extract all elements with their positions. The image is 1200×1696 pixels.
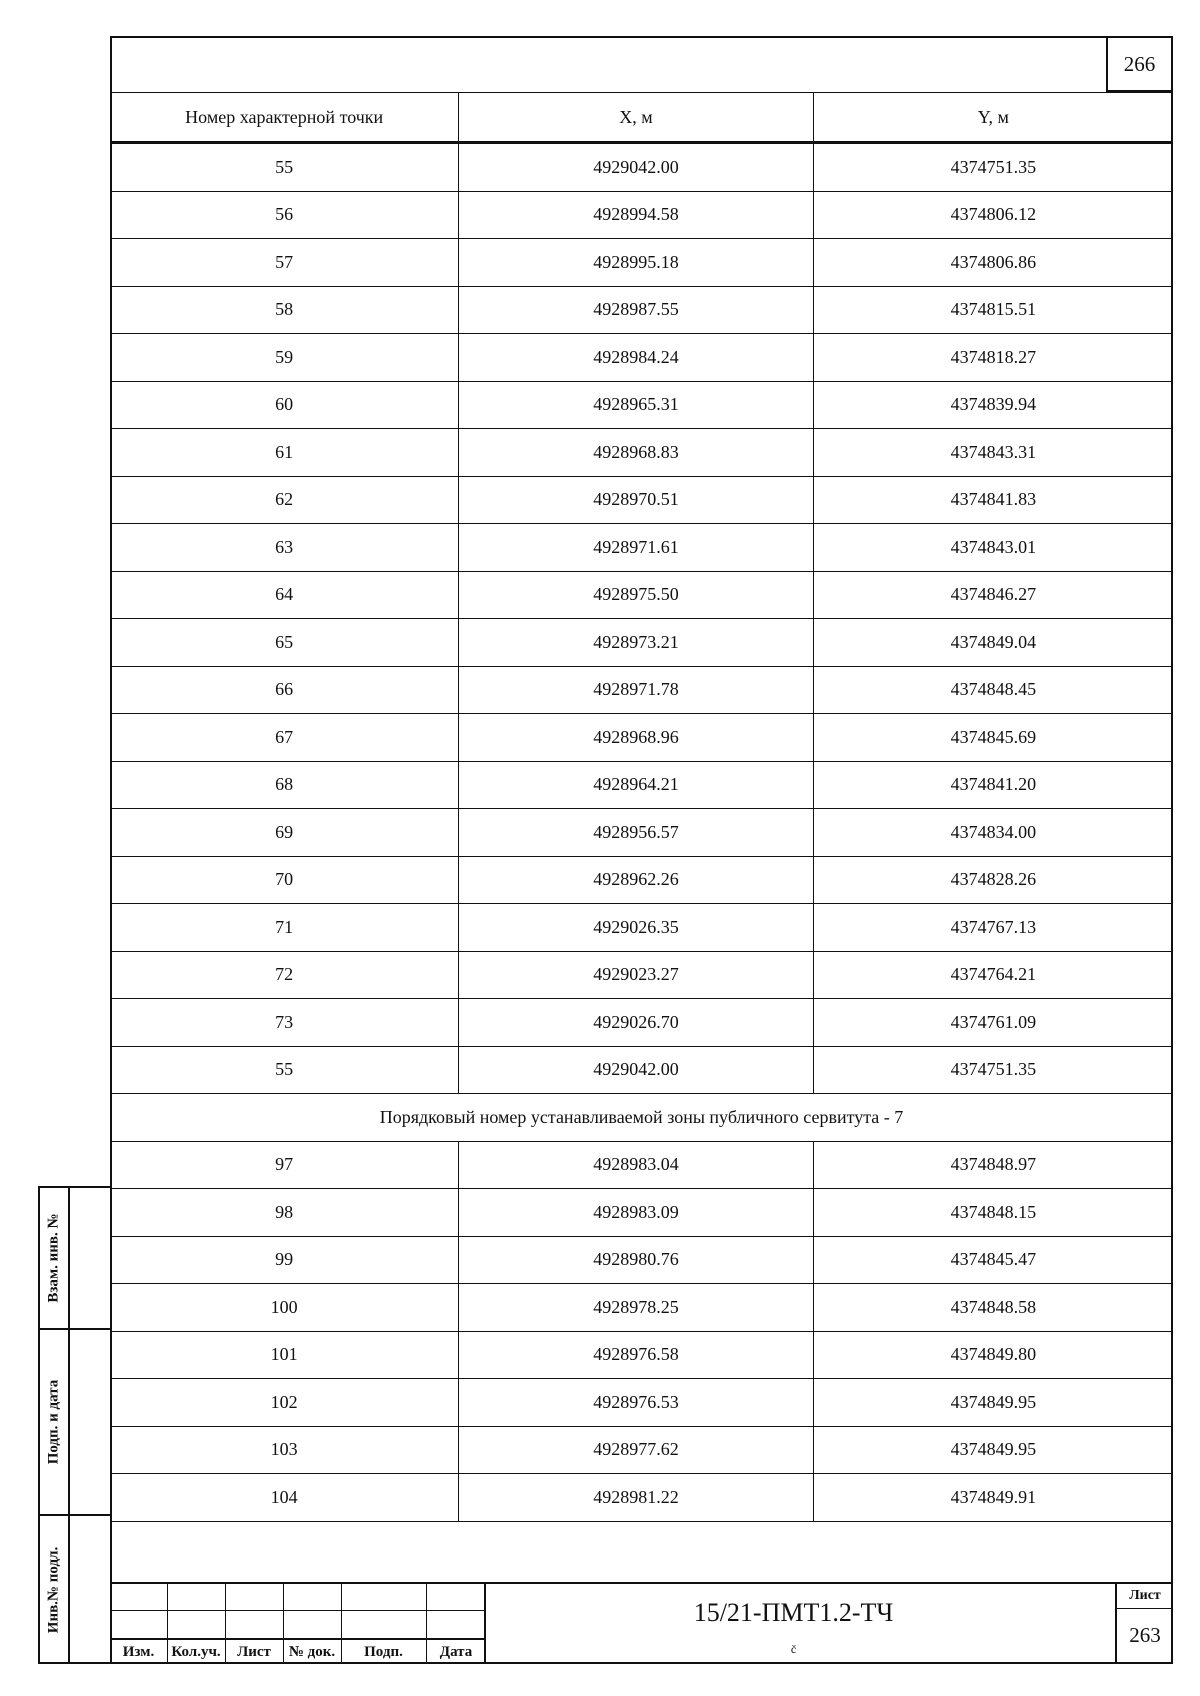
- cell-point-number: 63: [110, 524, 459, 572]
- table-row: [110, 1331, 1173, 1379]
- cell-point-number: 104: [110, 1474, 459, 1522]
- cell-x: 4928973.21: [459, 619, 813, 667]
- table-row: [110, 334, 1173, 382]
- cell-x: 4929023.27: [459, 951, 813, 999]
- table-row: [110, 1379, 1173, 1427]
- table-row: [110, 476, 1173, 524]
- stamp-inv-label: Инв.№ подл.: [45, 1546, 62, 1634]
- cell-x: 4928968.96: [459, 714, 813, 762]
- cell-point-number: 57: [110, 239, 459, 287]
- cell-y: 4374806.12: [813, 191, 1173, 239]
- cell-point-number: 60: [110, 381, 459, 429]
- cell-x: 4928976.53: [459, 1379, 813, 1427]
- table-row: [110, 143, 1173, 192]
- header-point-number: Номер характерной точки: [110, 93, 459, 143]
- cell-point-number: 98: [110, 1189, 459, 1237]
- cell-y: 4374806.86: [813, 239, 1173, 287]
- col-podp: Подп.: [364, 1644, 403, 1660]
- cell-point-number: 97: [110, 1141, 459, 1189]
- table-row: [110, 524, 1173, 572]
- table-row: [110, 239, 1173, 287]
- cell-x: 4928977.62: [459, 1426, 813, 1474]
- stamp-vzam-cell: [40, 1188, 110, 1330]
- table-row: [110, 286, 1173, 334]
- col-doc-num: № док.: [288, 1644, 336, 1660]
- table-row: [110, 571, 1173, 619]
- cell-y: 4374841.83: [813, 476, 1173, 524]
- title-block: [110, 1582, 1173, 1664]
- table-row: [110, 1046, 1173, 1094]
- cell-x: 4928971.78: [459, 666, 813, 714]
- table-row: [110, 951, 1173, 999]
- cell-x: 4928976.58: [459, 1331, 813, 1379]
- cell-x: 4929042.00: [459, 143, 813, 192]
- cell-point-number: 64: [110, 571, 459, 619]
- cell-point-number: 61: [110, 429, 459, 477]
- table-row: [110, 809, 1173, 857]
- table-row: [110, 1284, 1173, 1332]
- cell-y: 4374839.94: [813, 381, 1173, 429]
- table-row: [110, 1236, 1173, 1284]
- cell-point-number: 101: [110, 1331, 459, 1379]
- col-data: Дата: [439, 1644, 473, 1660]
- coordinates-table: [110, 92, 1173, 1522]
- cell-x: 4929026.35: [459, 904, 813, 952]
- col-izm: Изм.: [122, 1644, 155, 1660]
- cell-x: 4928968.83: [459, 429, 813, 477]
- side-stamp: [38, 1186, 110, 1664]
- cell-y: 4374841.20: [813, 761, 1173, 809]
- cell-y: 4374761.09: [813, 999, 1173, 1047]
- document-mark: č: [790, 1642, 797, 1656]
- cell-x: 4928964.21: [459, 761, 813, 809]
- cell-point-number: 66: [110, 666, 459, 714]
- cell-y: 4374845.69: [813, 714, 1173, 762]
- stamp-podp-label: Подп. и дата: [45, 1379, 62, 1465]
- document-code: 15/21-ПМТ1.2-ТЧ: [693, 1598, 894, 1627]
- cell-point-number: 65: [110, 619, 459, 667]
- cell-x: 4928980.76: [459, 1236, 813, 1284]
- sheet-number: 263: [1129, 1623, 1161, 1647]
- cell-y: 4374764.21: [813, 951, 1173, 999]
- cell-x: 4928987.55: [459, 286, 813, 334]
- cell-point-number: 72: [110, 951, 459, 999]
- table-row: [110, 904, 1173, 952]
- revision-grid: [110, 1584, 486, 1664]
- cell-x: 4928971.61: [459, 524, 813, 572]
- section-title: Порядковый номер устанавливаемой зоны публичного сервитута - 7: [110, 1094, 1173, 1142]
- table-header-row: [110, 93, 1173, 143]
- cell-y: 4374849.95: [813, 1426, 1173, 1474]
- table-row: [110, 191, 1173, 239]
- cell-point-number: 70: [110, 856, 459, 904]
- cell-y: 4374846.27: [813, 571, 1173, 619]
- cell-point-number: 68: [110, 761, 459, 809]
- cell-y: 4374845.47: [813, 1236, 1173, 1284]
- cell-x: 4928962.26: [459, 856, 813, 904]
- cell-point-number: 102: [110, 1379, 459, 1427]
- table-row: [110, 619, 1173, 667]
- cell-y: 4374849.04: [813, 619, 1173, 667]
- stamp-podp-cell: [40, 1330, 110, 1516]
- table-row: [110, 1189, 1173, 1237]
- table-row: [110, 856, 1173, 904]
- cell-x: 4928975.50: [459, 571, 813, 619]
- cell-y: 4374751.35: [813, 1046, 1173, 1094]
- table-row: [110, 429, 1173, 477]
- cell-y: 4374843.01: [813, 524, 1173, 572]
- table-row: [110, 1141, 1173, 1189]
- cell-point-number: 103: [110, 1426, 459, 1474]
- page-number: 266: [1106, 38, 1171, 92]
- sheet-label: Лист: [1117, 1584, 1173, 1609]
- cell-y: 4374751.35: [813, 143, 1173, 192]
- table-row: [110, 1474, 1173, 1522]
- cell-point-number: 59: [110, 334, 459, 382]
- table-row: [110, 666, 1173, 714]
- table-row: [110, 761, 1173, 809]
- sheet-box: [1115, 1584, 1173, 1664]
- cell-x: 4928970.51: [459, 476, 813, 524]
- cell-y: 4374848.97: [813, 1141, 1173, 1189]
- cell-x: 4928995.18: [459, 239, 813, 287]
- cell-x: 4928983.09: [459, 1189, 813, 1237]
- cell-x: 4928956.57: [459, 809, 813, 857]
- cell-x: 4928981.22: [459, 1474, 813, 1522]
- cell-point-number: 55: [110, 1046, 459, 1094]
- col-list: Лист: [237, 1644, 271, 1660]
- cell-point-number: 73: [110, 999, 459, 1047]
- cell-y: 4374848.58: [813, 1284, 1173, 1332]
- cell-y: 4374828.26: [813, 856, 1173, 904]
- cell-y: 4374818.27: [813, 334, 1173, 382]
- cell-x: 4928978.25: [459, 1284, 813, 1332]
- stamp-vzam-label: Взам. инв. №: [45, 1213, 62, 1303]
- cell-point-number: 69: [110, 809, 459, 857]
- cell-y: 4374849.95: [813, 1379, 1173, 1427]
- cell-x: 4928965.31: [459, 381, 813, 429]
- cell-point-number: 56: [110, 191, 459, 239]
- stamp-inv-cell: [40, 1516, 110, 1664]
- table-row: [110, 999, 1173, 1047]
- cell-point-number: 100: [110, 1284, 459, 1332]
- cell-x: 4928983.04: [459, 1141, 813, 1189]
- cell-x: 4928994.58: [459, 191, 813, 239]
- cell-x: 4929042.00: [459, 1046, 813, 1094]
- cell-x: 4929026.70: [459, 999, 813, 1047]
- cell-point-number: 62: [110, 476, 459, 524]
- cell-y: 4374849.80: [813, 1331, 1173, 1379]
- table-row: [110, 714, 1173, 762]
- cell-x: 4928984.24: [459, 334, 813, 382]
- cell-point-number: 67: [110, 714, 459, 762]
- table-row: [110, 1426, 1173, 1474]
- cell-y: 4374849.91: [813, 1474, 1173, 1522]
- header-x: X, м: [459, 93, 813, 143]
- cell-y: 4374834.00: [813, 809, 1173, 857]
- cell-point-number: 58: [110, 286, 459, 334]
- header-y: Y, м: [813, 93, 1173, 143]
- cell-y: 4374848.15: [813, 1189, 1173, 1237]
- cell-y: 4374848.45: [813, 666, 1173, 714]
- cell-y: 4374815.51: [813, 286, 1173, 334]
- cell-point-number: 55: [110, 143, 459, 192]
- col-kol-uch: Кол.уч.: [171, 1644, 221, 1660]
- cell-point-number: 99: [110, 1236, 459, 1284]
- section-row: [110, 1094, 1173, 1142]
- cell-y: 4374767.13: [813, 904, 1173, 952]
- cell-y: 4374843.31: [813, 429, 1173, 477]
- table-row: [110, 381, 1173, 429]
- cell-point-number: 71: [110, 904, 459, 952]
